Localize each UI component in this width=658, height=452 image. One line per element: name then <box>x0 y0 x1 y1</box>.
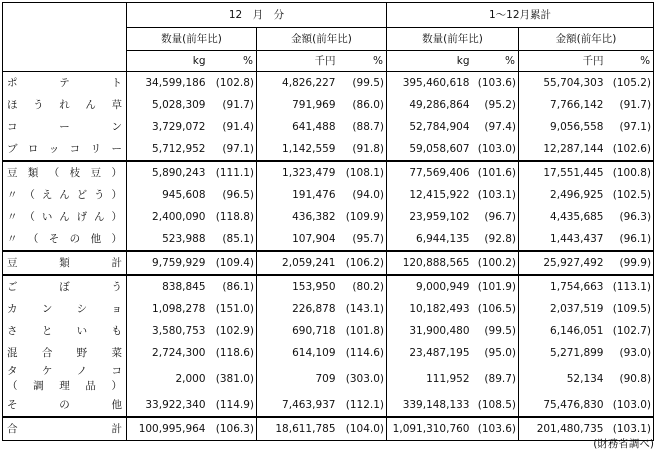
m-qty-pct-cell: (109.4) <box>209 251 257 275</box>
unit-pct: % <box>473 51 519 72</box>
m-qty-cell: 2,724,300 <box>127 342 209 364</box>
y-amt-pct-cell: (99.9) <box>607 251 654 275</box>
y-amt-cell: 12,287,144 <box>519 138 607 161</box>
y-amt-pct-cell: (102.6) <box>607 138 654 161</box>
y-qty-pct-cell: (92.8) <box>473 228 519 251</box>
m-qty-cell: 9,759,929 <box>127 251 209 275</box>
y-qty-cell: 12,415,922 <box>387 184 473 206</box>
m-amt-pct-cell: (143.1) <box>339 298 387 320</box>
y-qty-pct-cell: (100.2) <box>473 251 519 275</box>
y-amt-cell: 52,134 <box>519 364 607 394</box>
m-amt-pct-cell: (114.6) <box>339 342 387 364</box>
y-amt-pct-cell: (103.1) <box>607 417 654 441</box>
m-qty-pct-cell: (96.5) <box>209 184 257 206</box>
row-label: ご ぼ う <box>3 275 127 298</box>
m-amt-cell: 1,142,559 <box>257 138 339 161</box>
row-label: カ ン シ ョ <box>3 298 127 320</box>
y-qty-cell: 31,900,480 <box>387 320 473 342</box>
row-label: コ ー ン <box>3 116 127 138</box>
m-qty-pct-cell: (102.9) <box>209 320 257 342</box>
m-qty-cell: 838,845 <box>127 275 209 298</box>
y-qty-pct-cell: (108.5) <box>473 394 519 417</box>
table-row <box>3 228 654 251</box>
unit-pct: % <box>209 51 257 72</box>
y-qty-cell: 77,569,406 <box>387 161 473 184</box>
row-label: ブ ロ ッ コ リ ー <box>3 138 127 161</box>
m-qty-cell: 33,922,340 <box>127 394 209 417</box>
m-qty-pct-cell: (106.3) <box>209 417 257 441</box>
row-label: ほ う れ ん 草 <box>3 94 127 116</box>
table-row <box>3 251 654 275</box>
y-amt-cell: 9,056,558 <box>519 116 607 138</box>
y-amt-pct-cell: (96.1) <box>607 228 654 251</box>
m-qty-cell: 3,729,072 <box>127 116 209 138</box>
y-amt-cell: 201,480,735 <box>519 417 607 441</box>
y-qty-cell: 339,148,133 <box>387 394 473 417</box>
header-year-qty: 数量(前年比) <box>387 28 519 51</box>
header-year: 1～12月累計 <box>387 3 654 28</box>
unit-kg: kg <box>127 51 209 72</box>
y-qty-pct-cell: (103.0) <box>473 138 519 161</box>
m-amt-pct-cell: (99.5) <box>339 72 387 95</box>
y-qty-pct-cell: (95.0) <box>473 342 519 364</box>
y-amt-pct-cell: (90.8) <box>607 364 654 394</box>
row-label: ポ テ ト <box>3 72 127 95</box>
y-qty-pct-cell: (101.9) <box>473 275 519 298</box>
m-amt-cell: 1,323,479 <box>257 161 339 184</box>
y-amt-pct-cell: (100.8) <box>607 161 654 184</box>
row-label: タ ケ ノ コ （ 調 理 品 ） <box>3 364 127 394</box>
y-amt-pct-cell: (102.5) <box>607 184 654 206</box>
y-qty-cell: 111,952 <box>387 364 473 394</box>
m-amt-cell: 226,878 <box>257 298 339 320</box>
y-amt-cell: 7,766,142 <box>519 94 607 116</box>
y-amt-cell: 75,476,830 <box>519 394 607 417</box>
y-qty-cell: 9,000,949 <box>387 275 473 298</box>
row-label: 合 計 <box>3 417 127 441</box>
table-row <box>3 206 654 228</box>
table-row <box>3 184 654 206</box>
m-amt-pct-cell: (303.0) <box>339 364 387 394</box>
y-qty-pct-cell: (96.7) <box>473 206 519 228</box>
unit-kg: kg <box>387 51 473 72</box>
y-amt-cell: 5,271,899 <box>519 342 607 364</box>
y-qty-pct-cell: (103.1) <box>473 184 519 206</box>
m-amt-cell: 436,382 <box>257 206 339 228</box>
y-amt-pct-cell: (96.3) <box>607 206 654 228</box>
y-amt-cell: 25,927,492 <box>519 251 607 275</box>
table-row <box>3 94 654 116</box>
y-qty-cell: 52,784,904 <box>387 116 473 138</box>
m-amt-cell: 4,826,227 <box>257 72 339 95</box>
y-amt-pct-cell: (103.0) <box>607 394 654 417</box>
m-qty-cell: 5,028,309 <box>127 94 209 116</box>
header-month-qty: 数量(前年比) <box>127 28 257 51</box>
m-amt-pct-cell: (112.1) <box>339 394 387 417</box>
m-amt-cell: 7,463,937 <box>257 394 339 417</box>
source-note: (財務省調べ) <box>593 438 654 450</box>
header-year-amt: 金額(前年比) <box>519 28 654 51</box>
y-amt-cell: 17,551,445 <box>519 161 607 184</box>
m-amt-pct-cell: (80.2) <box>339 275 387 298</box>
header-row-period <box>3 3 654 28</box>
table-row <box>3 364 654 394</box>
table-row <box>3 161 654 184</box>
unit-pct: % <box>339 51 387 72</box>
m-amt-cell: 153,950 <box>257 275 339 298</box>
row-label: 豆 類 （ 枝 豆 ） <box>3 161 127 184</box>
m-amt-pct-cell: (91.8) <box>339 138 387 161</box>
y-amt-pct-cell: (102.7) <box>607 320 654 342</box>
unit-yen: 千円 <box>257 51 339 72</box>
y-amt-pct-cell: (93.0) <box>607 342 654 364</box>
y-qty-cell: 59,058,607 <box>387 138 473 161</box>
m-amt-cell: 614,109 <box>257 342 339 364</box>
unit-yen: 千円 <box>519 51 607 72</box>
y-qty-cell: 10,182,493 <box>387 298 473 320</box>
y-qty-pct-cell: (89.7) <box>473 364 519 394</box>
m-qty-cell: 5,712,952 <box>127 138 209 161</box>
y-amt-cell: 1,754,663 <box>519 275 607 298</box>
y-amt-cell: 55,704,303 <box>519 72 607 95</box>
y-qty-cell: 49,286,864 <box>387 94 473 116</box>
m-qty-pct-cell: (381.0) <box>209 364 257 394</box>
m-qty-cell: 1,098,278 <box>127 298 209 320</box>
y-amt-pct-cell: (97.1) <box>607 116 654 138</box>
m-amt-cell: 791,969 <box>257 94 339 116</box>
y-amt-cell: 2,496,925 <box>519 184 607 206</box>
m-qty-cell: 523,988 <box>127 228 209 251</box>
y-amt-cell: 1,443,437 <box>519 228 607 251</box>
y-qty-pct-cell: (99.5) <box>473 320 519 342</box>
m-qty-pct-cell: (111.1) <box>209 161 257 184</box>
m-qty-pct-cell: (86.1) <box>209 275 257 298</box>
table-row <box>3 342 654 364</box>
y-amt-cell: 6,146,051 <box>519 320 607 342</box>
y-qty-pct-cell: (106.5) <box>473 298 519 320</box>
y-amt-cell: 2,037,519 <box>519 298 607 320</box>
m-amt-cell: 641,488 <box>257 116 339 138</box>
y-amt-pct-cell: (105.2) <box>607 72 654 95</box>
unit-pct: % <box>607 51 654 72</box>
row-label: そ の 他 <box>3 394 127 417</box>
y-qty-cell: 1,091,310,760 <box>387 417 473 441</box>
m-amt-cell: 18,611,785 <box>257 417 339 441</box>
table-row <box>3 417 654 441</box>
m-qty-cell: 100,995,964 <box>127 417 209 441</box>
frozen-vegetable-import-table <box>2 2 654 441</box>
m-qty-pct-cell: (91.4) <box>209 116 257 138</box>
m-amt-pct-cell: (95.7) <box>339 228 387 251</box>
row-label: 〃 （ い ん げ ん ） <box>3 206 127 228</box>
y-qty-cell: 6,944,135 <box>387 228 473 251</box>
header-corner <box>3 3 127 72</box>
m-qty-cell: 34,599,186 <box>127 72 209 95</box>
m-qty-cell: 2,000 <box>127 364 209 394</box>
y-qty-cell: 120,888,565 <box>387 251 473 275</box>
row-label: さ と い も <box>3 320 127 342</box>
m-amt-pct-cell: (109.9) <box>339 206 387 228</box>
y-qty-pct-cell: (101.6) <box>473 161 519 184</box>
m-amt-cell: 191,476 <box>257 184 339 206</box>
m-qty-cell: 3,580,753 <box>127 320 209 342</box>
m-qty-pct-cell: (97.1) <box>209 138 257 161</box>
table-row <box>3 72 654 95</box>
row-label: 混 合 野 菜 <box>3 342 127 364</box>
m-amt-pct-cell: (106.2) <box>339 251 387 275</box>
y-qty-cell: 23,959,102 <box>387 206 473 228</box>
y-qty-cell: 395,460,618 <box>387 72 473 95</box>
m-amt-pct-cell: (94.0) <box>339 184 387 206</box>
y-qty-pct-cell: (97.4) <box>473 116 519 138</box>
m-qty-cell: 2,400,090 <box>127 206 209 228</box>
m-qty-pct-cell: (102.8) <box>209 72 257 95</box>
row-label: 〃 （ そ の 他 ） <box>3 228 127 251</box>
m-qty-pct-cell: (118.6) <box>209 342 257 364</box>
m-qty-cell: 945,608 <box>127 184 209 206</box>
m-amt-pct-cell: (88.7) <box>339 116 387 138</box>
m-amt-pct-cell: (104.0) <box>339 417 387 441</box>
table-row <box>3 394 654 417</box>
m-amt-cell: 709 <box>257 364 339 394</box>
m-amt-cell: 107,904 <box>257 228 339 251</box>
row-label: 〃 （ え ん ど う ） <box>3 184 127 206</box>
m-qty-pct-cell: (114.9) <box>209 394 257 417</box>
table-row <box>3 275 654 298</box>
m-amt-pct-cell: (108.1) <box>339 161 387 184</box>
m-qty-pct-cell: (151.0) <box>209 298 257 320</box>
m-qty-pct-cell: (118.8) <box>209 206 257 228</box>
m-amt-pct-cell: (101.8) <box>339 320 387 342</box>
m-qty-pct-cell: (85.1) <box>209 228 257 251</box>
table-row <box>3 320 654 342</box>
table-row <box>3 138 654 161</box>
m-amt-pct-cell: (86.0) <box>339 94 387 116</box>
table-row <box>3 116 654 138</box>
table-row <box>3 298 654 320</box>
m-qty-pct-cell: (91.7) <box>209 94 257 116</box>
y-qty-pct-cell: (103.6) <box>473 417 519 441</box>
y-amt-cell: 4,435,685 <box>519 206 607 228</box>
y-amt-pct-cell: (113.1) <box>607 275 654 298</box>
header-month: 12 月 分 <box>127 3 387 28</box>
y-qty-cell: 23,487,195 <box>387 342 473 364</box>
m-amt-cell: 2,059,241 <box>257 251 339 275</box>
y-qty-pct-cell: (103.6) <box>473 72 519 95</box>
y-amt-pct-cell: (109.5) <box>607 298 654 320</box>
y-amt-pct-cell: (91.7) <box>607 94 654 116</box>
row-label: 豆 類 計 <box>3 251 127 275</box>
header-month-amt: 金額(前年比) <box>257 28 387 51</box>
m-amt-cell: 690,718 <box>257 320 339 342</box>
y-qty-pct-cell: (95.2) <box>473 94 519 116</box>
m-qty-cell: 5,890,243 <box>127 161 209 184</box>
